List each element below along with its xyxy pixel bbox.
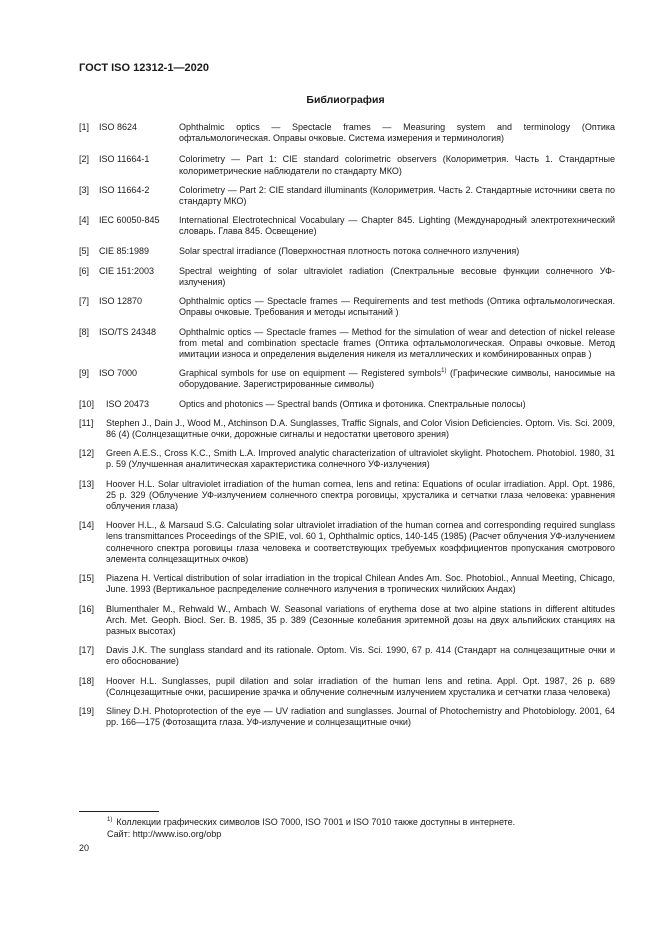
reference-text: Ophthalmic optics — Spectacle frames — Method for the simulation of wear and detection of nickel release from metal and combination spectacle frames (Оптика офтальмологическая. Оправы очковые. Метод имитации износа и определения выделения никеля из металлических и комбинированных оправ ) bbox=[179, 326, 615, 360]
footnote bbox=[107, 817, 607, 840]
reference-item bbox=[79, 215, 615, 237]
reference-text: Hoover H.L., & Marsaud S.G. Calculating solar ultraviolet irradiation of the human cornea and corresponding required sunglass lens transmittances Proceedings of the SPIE, vol. 60 1, Ophthalmic optics, 140-145 (1985) (Расчет облучения УФ-излучением солнечного спектра роговицы глаза человека и соответствующих требуемых коэффициентов пропускания смотрового элемента солнцезащитных очков) bbox=[106, 520, 615, 564]
reference-standard-code: IEC 60050-845 bbox=[99, 215, 160, 226]
page-number: 20 bbox=[79, 843, 90, 853]
footnote-text: Коллекции графических символов ISO 7000, ISO 7001 и ISO 7010 также доступны в интернете. bbox=[116, 817, 516, 827]
reference-standard-code: ISO 12870 bbox=[99, 296, 143, 307]
reference-item bbox=[79, 122, 615, 144]
reference-number: [6] bbox=[79, 265, 90, 276]
reference-number: [15] bbox=[79, 573, 95, 584]
reference-text: Piazena H. Vertical distribution of solar irradiation in the tropical Chilean Andes Am. Soc. Photobiol., Annual Meeting, Chicago, June. 1993 (Вертикальное распределение солнечного излучения в тропических чилийских Андах) bbox=[106, 573, 615, 595]
reference-item bbox=[79, 706, 615, 728]
reference-item bbox=[79, 296, 615, 318]
reference-standard-code: ISO 7000 bbox=[99, 368, 138, 379]
reference-number: [16] bbox=[79, 603, 95, 614]
reference-text: Solar spectral irradiance (Поверхностная плотность потока солнечного излучения) bbox=[179, 245, 520, 256]
reference-number: [14] bbox=[79, 520, 95, 531]
reference-item bbox=[79, 327, 615, 361]
footnote-site: Сайт: http://www.iso.org/obp bbox=[107, 828, 222, 839]
reference-number: [17] bbox=[79, 645, 95, 656]
reference-number: [13] bbox=[79, 478, 95, 489]
reference-standard-code: CIE 85:1989 bbox=[99, 245, 150, 256]
reference-text: Spectral weighting of solar ultraviolet radiation (Спектральные весовые функции солнечного УФ-излучения) bbox=[179, 265, 615, 288]
reference-item bbox=[79, 246, 615, 257]
reference-number: [19] bbox=[79, 705, 95, 716]
reference-standard-code: ISO 20473 bbox=[106, 398, 150, 409]
reference-number: [5] bbox=[79, 245, 90, 256]
reference-number: [2] bbox=[79, 154, 90, 165]
reference-item bbox=[79, 573, 615, 595]
reference-standard-code: ISO 11664-1 bbox=[99, 154, 150, 165]
reference-item bbox=[79, 520, 615, 565]
reference-standard-code: ISO/TS 24348 bbox=[99, 326, 157, 337]
reference-number: [3] bbox=[79, 184, 90, 195]
reference-item bbox=[79, 185, 615, 207]
reference-text: Ophthalmic optics — Spectacle frames — Measuring system and terminology (Оптика офтальмологическая. Оправы очковые. Система измерения и терминология) bbox=[179, 122, 615, 144]
document-code-header: ГОСТ ISO 12312-1—2020 bbox=[79, 62, 209, 74]
reference-text: Stephen J., Dain J., Wood M., Atchinson D.A. Sunglasses, Traffic Signals, and Color Vision Deficiencies. Optom. Vis. Sci. 2009, 86 (4) (Солнцезащитные очки, дорожные сигналы и недостатки цветового зрения) bbox=[106, 417, 615, 440]
reference-number: [10] bbox=[79, 398, 95, 409]
footnote-marker: 1) bbox=[107, 817, 113, 823]
reference-number: [11] bbox=[79, 417, 94, 428]
reference-text: Hoover H.L. Sunglasses, pupil dilation and solar irradiation of the human lens and retina. Appl. Opt. 1987, 26 p. 689 (Солнцезащитные очки, расширение зрачка и облучение солнечным излучением хрусталика и сетчатки глаза человека) bbox=[106, 675, 615, 697]
reference-number: [18] bbox=[79, 675, 95, 686]
reference-item bbox=[79, 479, 615, 513]
reference-number: [4] bbox=[79, 215, 90, 226]
reference-text: Colorimetry — Part 2: CIE standard illuminants (Колориметрия. Часть 2. Стандартные источники света по стандарту МКО) bbox=[179, 184, 615, 207]
reference-item bbox=[79, 154, 615, 176]
reference-number: [1] bbox=[79, 122, 90, 132]
reference-text: International Electrotechnical Vocabulary — Chapter 845. Lighting (Международный электротехнический словарь. Глава 845. Освещение) bbox=[179, 215, 615, 237]
reference-item bbox=[79, 266, 615, 288]
reference-number: [9] bbox=[79, 368, 90, 379]
reference-list bbox=[79, 122, 615, 728]
reference-item bbox=[79, 448, 615, 470]
reference-standard-code: ISO 11664-2 bbox=[99, 184, 150, 195]
reference-text: Davis J.K. The sunglass standard and its rationale. Optom. Vis. Sci. 1990, 67 p. 414 (Стандарт на солнцезащитные очки и его обоснование) bbox=[106, 645, 615, 667]
reference-number: [8] bbox=[79, 326, 90, 337]
reference-text: Optics and photonics — Spectral bands (Оптика и фотоника. Спектральные полосы) bbox=[179, 398, 526, 409]
reference-item bbox=[79, 676, 615, 698]
reference-item bbox=[79, 645, 615, 667]
reference-standard-code: CIE 151:2003 bbox=[99, 265, 155, 276]
footnote-marker: 1) bbox=[441, 368, 447, 375]
reference-number: [12] bbox=[79, 448, 95, 459]
reference-text: Ophthalmic optics — Spectacle frames — Requirements and test methods (Оптика офтальмологическая. Оправы очковые. Требования и методы испытаний ) bbox=[179, 296, 615, 318]
bibliography-title: Библиография bbox=[306, 94, 385, 106]
footnote-divider bbox=[79, 811, 159, 812]
reference-text: Graphical symbols for use on equipment — Registered symbols$^{1)}$ (Графические символы, наносимые на оборудование. Зарегистрированные символы) bbox=[179, 368, 615, 390]
reference-item bbox=[79, 418, 615, 440]
reference-text: Green A.E.S., Cross K.C., Smith L.A. Improved analytic characterization of ultraviolet skylight. Photochem. Photobiol. 1980, 31 p. 59 (Улучшенная аналитическая характеристика солнечного УФ-излучения) bbox=[106, 448, 615, 470]
reference-text: Blumenthaler M., Rehwald W., Ambach W. Seasonal variations of erythema dose at two alpine stations in different altitudes Arch. Met. Geoph. Biocl. Ser. B. 1985, 35 p. 389 (Сезонные колебания эритемной дозы на двух альпийских станциях на разных высотах) bbox=[106, 603, 615, 636]
reference-standard-code: ISO 8624 bbox=[99, 122, 138, 132]
reference-text: Sliney D.H. Photoprotection of the eye — UV radiation and sunglasses. Journal of Photochemistry and Photobiology. 2001, 64 pp. 166—175 (Фотозащита глаза. УФ-излучение и солнцезащитные очки) bbox=[106, 705, 615, 728]
reference-text: Colorimetry — Part 1: CIE standard colorimetric observers (Колориметрия. Часть 1. Стандартные колориметрические наблюдатели по стандарту МКО) bbox=[179, 154, 615, 176]
reference-text: Hoover H.L. Solar ultraviolet irradiation of the human cornea, lens and retina: Equations of ocular irradiation. Appl. Opt. 1986, 25 p. 329 (Облучение УФ-излучением солнечного спектра роговицы, хрусталика и сетчатки глаза человека: уравнения облучения глаза) bbox=[106, 478, 615, 512]
reference-item bbox=[79, 604, 615, 638]
reference-item bbox=[79, 399, 615, 410]
reference-item bbox=[79, 368, 615, 390]
reference-number: [7] bbox=[79, 296, 90, 307]
